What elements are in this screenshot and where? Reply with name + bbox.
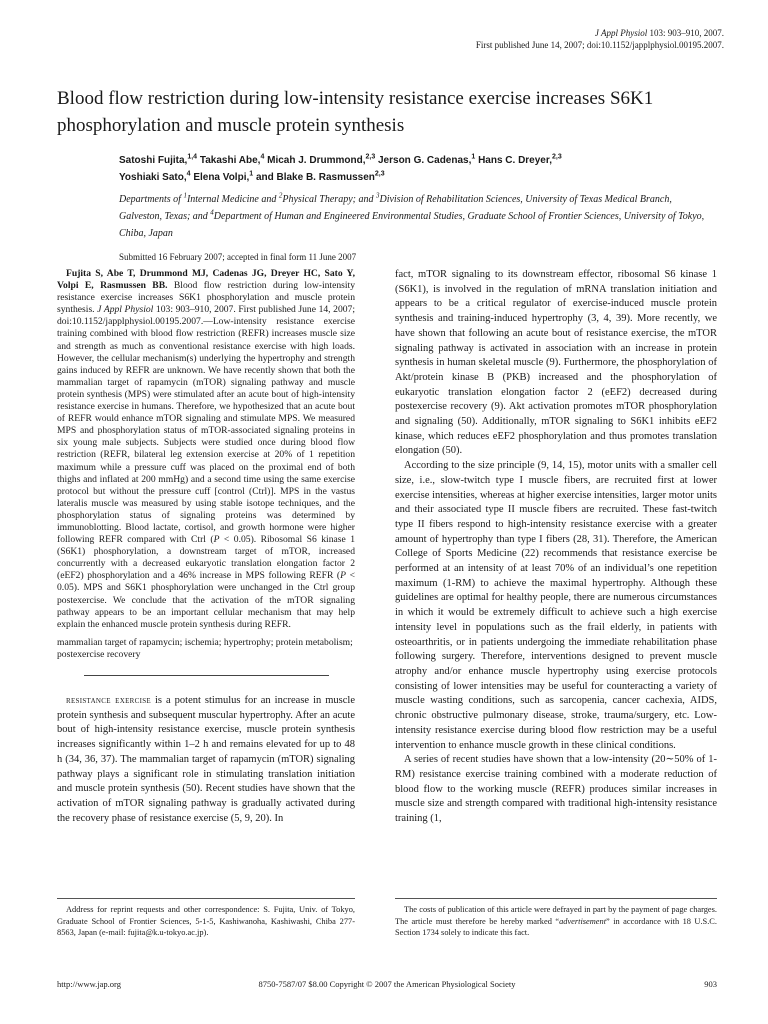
page-footer <box>57 978 717 990</box>
page-number: 903 <box>704 979 717 989</box>
author: Takashi Abe,$^4$ <box>199 153 265 166</box>
abstract-citation-rest: 103: 903–910, 2007. First published June 14, 2007; doi:10.1152/japplphysiol.00195.2007.— <box>57 304 356 328</box>
correspondence-footnote: Address for reprint requests and other correspondence: S. Fujita, Univ. of Tokyo, Graduate School of Frontier Sciences, 5-1-5, Kashiwanoha, Kashiwashi, Chiba 277-8563, Japan (e-mail: fujita@k.u-tokyo.ac.jp). <box>57 905 355 937</box>
abstract-citation-authors: Fujita S, Abe T, Drummond MJ, Cadenas JG, Dreyer HC, Sato Y, Volpi E, Rasmussen BB. <box>57 268 355 292</box>
author-list <box>119 152 717 186</box>
abstract-divider <box>84 675 329 676</box>
p-value-symbol: P <box>213 534 220 546</box>
abstract-citation-journal: J Appl Physiol <box>97 304 154 316</box>
intro-text: is a potent stimulus for an increase in muscle protein synthesis and subsequent muscular hypertrophy. After an acute bout of high-intensity resistance exercise, muscle protein synthesis increases significantly within 1–2 h and remains elevated for up to 48 h (34, 36, 37). The mammalian target of rapamycin (mTOR) signaling pathway plays a significant role in stimulating translation initiation and muscle protein synthesis (50). Recent studies have shown that the activation of mTOR signaling pathway is gradually activated during the recovery phase of resistance exercise (5, 9, 20). In <box>57 695 355 824</box>
journal-header <box>476 27 724 51</box>
submission-dates: Submitted 16 February 2007; accepted in final form 11 June 2007 <box>119 252 357 262</box>
footnote-divider <box>395 898 717 899</box>
journal-name: J Appl Physiol <box>594 28 648 38</box>
body-paragraph: A series of recent studies have shown that a low-intensity (20∼50% of 1-RM) resistance exercise training combined with a moderate reduction of blood flow to the working muscle (REFR) produces similar increases in muscle size and strength compared with traditional high-intensity resistance training (1, <box>395 754 717 825</box>
first-published-line: First published June 14, 2007; doi:10.1152/japplphysiol.00195.2007. <box>475 40 724 50</box>
author: Yoshiaki Sato,$^4$ <box>119 170 191 183</box>
copyright-line: 8750-7587/07 $8.00 Copyright © 2007 the American Physiological Society <box>258 979 516 989</box>
body-paragraph: According to the size principle (9, 14, 15), motor units with a smaller cell size, i.e., slow-twitch type I muscle fibers, are recruited first at lower exercise intensities, whereas at higher exercise intensities, larger motor units and their associated type II muscle fibers are recruited. These fast-twitch type II fibers respond to high-intensity resistance exercise with a greater amount of hypertrophy than type I fibers (28, 31). Therefore, the American College of Sports Medicine (22) recommends that resistance exercise be performed at an intensity of at least 70% of an individual’s one repetition maximum (1-RM) to achieve the maximal hypertrophy. Although these guidelines are optimal for healthy people, there are numerous circumstances in which it would be extremely difficult to achieve such a high exercise intensity level in populations such as the frail elderly, in patients with osteoarthritis, or in patients undergoing the immediate rehabilitation phase following surgery. Therefore, interventions designed to prevent muscle atrophy and/or enhance muscle hypertrophy using exercise protocols consisting of lower intensities may be useful for counteracting a variety of muscle wasting conditions, such as sarcopenia, cancer cachexia, AIDS, chronic obstructive pulmonary disease, stroke, trauma/surgery, etc. Low-intensity resistance exercise during blood flow restriction may be a useful intervention to enhance muscle growth in these clinical conditions. <box>395 460 717 751</box>
intro-paragraph <box>57 694 355 826</box>
journal-citation: 103: 903–910, 2007. <box>649 28 724 38</box>
author: Satoshi Fujita,$^{1,4}$ <box>119 153 198 166</box>
abstract-text: < 0.05). Ribosomal S6 kinase 1 (S6K1) phosphorylation, a downstream target of mTOR, increased concurrently with a decreased eukaryotic translation elongation factor 2 (eEF2) phosphorylation and a 46% increase in MPS following REFR ( <box>57 534 355 582</box>
journal-url[interactable]: http://www.jap.org <box>57 979 121 989</box>
author: Hans C. Dreyer,$^{2,3}$ <box>478 153 562 166</box>
article-front-matter <box>119 152 717 263</box>
author: Jerson G. Cadenas,$^1$ <box>378 153 476 166</box>
author: Elena Volpi,$^1$ <box>193 170 254 183</box>
publication-cost-footnote: The costs of publication of this article were defrayed in part by the payment of page charges. The article must therefore be hereby marked “advertisement” in accordance with 18 U.S.C. Section 1734 solely to indicate this fact. <box>395 905 717 937</box>
abstract-text: Low-intensity resistance exercise training combined with blood flow restriction (REFR) increases muscle size and strength as much as conventional resistance exercise with high loads. However, the cellular mechanism(s) underlying the hypertrophy and strength gains induced by REFR are unknown. We have recently shown that both the mammalian target of rapamycin (mTOR) signaling pathway and muscle protein synthesis (MPS) were stimulated after an acute bout of high-intensity resistance exercise in humans. Therefore, we hypothesized that an acute bout of REFR would enhance mTOR signaling and stimulate MPS. We measured MPS and phosphorylation status of mTOR-associated signaling proteins in six young male subjects. Subjects were studied once during blood flow restriction (REFR, bilateral leg extension exercise at 20% of 1 repetition maximum while a pressure cuff was placed on the proximal end of both thighs and inflated at 200 mmHg) and a second time using the same exercise protocol but without the pressure cuff [control (Ctrl)]. MPS in the vastus lateralis muscle was measured by using stable isotope techniques, and the phosphorylation status of signaling proteins was determined by immunoblotting. Blood lactate, cortisol, and growth hormone were higher following REFR compared with Ctrl ( <box>57 316 355 546</box>
author: Micah J. Drummond,$^{2,3}$ <box>267 153 376 166</box>
p-value-symbol: P <box>340 570 346 582</box>
affiliations: Departments of $^1$Internal Medicine and $^2$Physical Therapy; and $^3$Division of Rehabilitation Sciences, University of Texas Medical Branch, Galveston, Texas; and $^4$Department of Human and Engineered Environmental Studies, Graduate School of Frontier Sciences, University of Tokyo, Chiba, Japan <box>119 191 705 239</box>
article-title: Blood flow restriction during low-intensity resistance exercise increases S6K1 phosphorylation and muscle protein synthesis <box>57 88 654 136</box>
abstract <box>57 268 355 631</box>
keywords: mammalian target of rapamycin; ischemia; hypertrophy; protein metabolism; postexercise recovery <box>57 636 353 660</box>
abstract-citation-title: Blood flow restriction during low-intensity resistance exercise increases S6K1 phosphorylation and muscle protein synthesis. <box>57 280 356 316</box>
right-column <box>395 268 717 827</box>
intro-lead-words: resistance exercise <box>66 695 151 706</box>
left-column <box>57 268 355 826</box>
footnote-divider <box>57 898 355 899</box>
abstract-text: < 0.05). MPS and S6K1 phosphorylation were unchanged in the Ctrl group postexercise. We conclude that the activation of the mTOR signaling pathway appears to be an important cellular mechanism that may help explain the enhanced muscle protein synthesis during REFR. <box>57 570 355 630</box>
body-paragraph: fact, mTOR signaling to its downstream effector, ribosomal S6 kinase 1 (S6K1), is involved in the regulation of mRNA translation initiation and appears to be a critical regulator of exercise-induced muscle protein synthesis and training-induced hypertrophy (3, 4, 39). More recently, we have shown that following an acute bout of resistance exercise, the mTOR signaling pathway is activated in association with an increase in protein synthesis in human skeletal muscle (9). Furthermore, the phosphorylation of Akt/protein kinase B (PKB) increased and the phosphorylation of eukaryotic translation elongation factor 2 (eEF2) decreased during postexercise recovery (9). Akt activation promotes mTOR phosphorylation and signaling (50). Additionally, mTOR signaling to S6K1 inhibits eEF2 kinase, which reduces eEF2 phosphorylation and thus promotes translation elongation (50). <box>395 269 717 457</box>
author: and Blake B. Rasmussen$^{2,3}$ <box>255 170 385 183</box>
